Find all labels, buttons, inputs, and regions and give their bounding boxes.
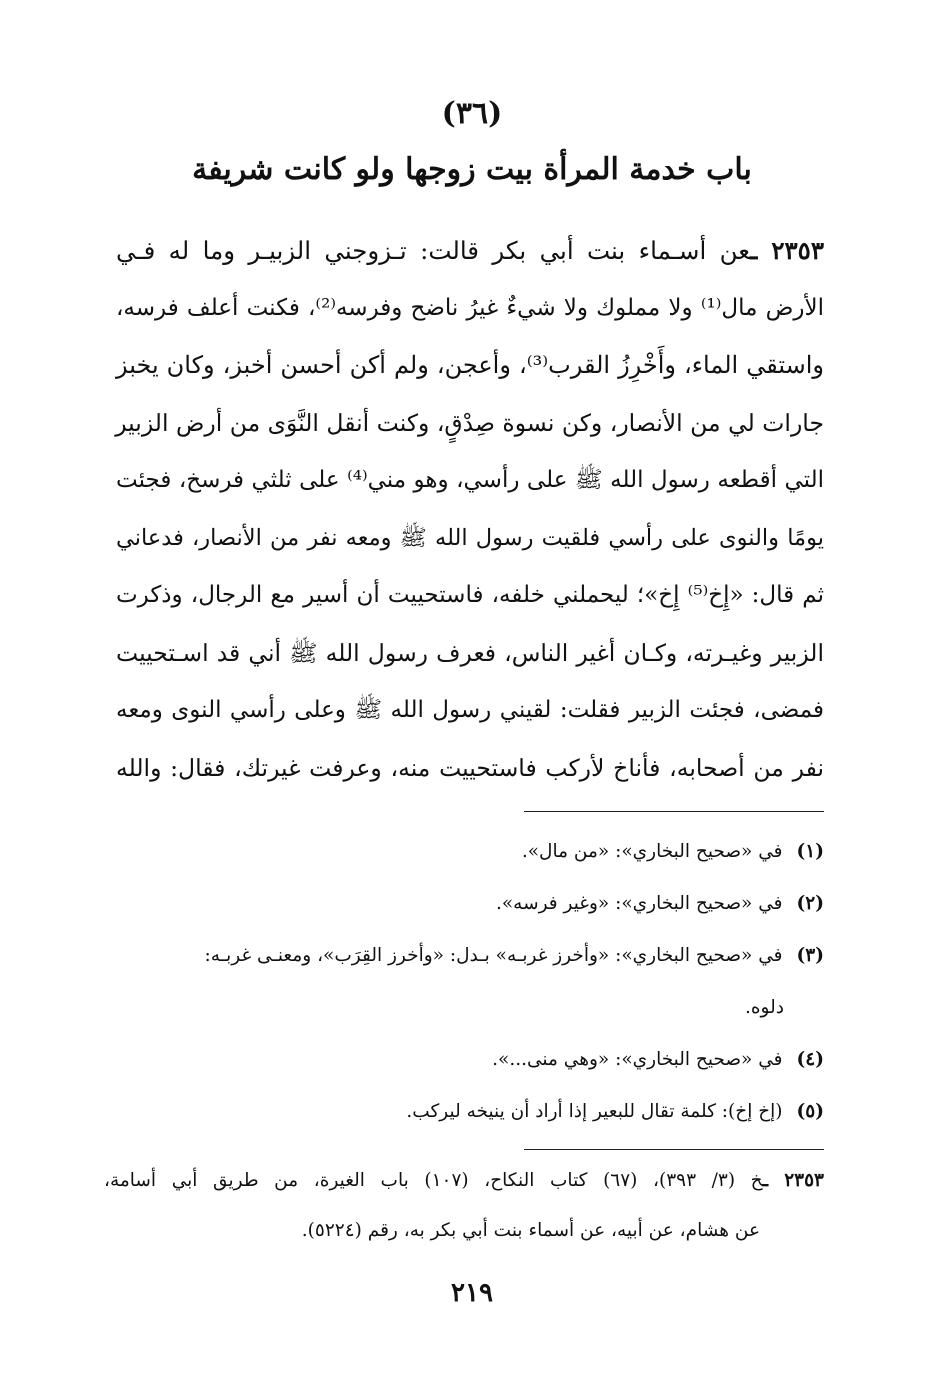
hadith-line-text: عن أسـماء بنت أبي بكر قالت: تـزوجني الزبيـر وما له فـي: [116, 236, 751, 265]
hadith-line: واستقي الماء، وأَخْرِزُ القرب⁽³⁾، وأعجن، ولم أكن أحسن أخبز، وكان يخبز: [116, 351, 824, 379]
footnote-continuation: دلوه.: [744, 997, 784, 1018]
hadith-text: [116, 222, 824, 797]
footnotes: [90, 826, 824, 1138]
footnote-text: في «صحيح البخاري»: «من مال».: [521, 841, 783, 862]
hadith-number: ٢٣٥٣ ـ: [750, 236, 824, 265]
source-divider: [524, 1149, 824, 1150]
hadith-line: نفر من أصحابه، فأناخ لأركب فاستحييت منه، وعرفت غيرتك، فقال: والله: [116, 753, 824, 782]
footnote-text: في «صحيح البخاري»: «وهي منى...».: [492, 1049, 783, 1070]
source-line: [104, 1156, 824, 1206]
hadith-line: ثم قال: «إِخ⁽⁵⁾ إِخ»؛ ليحملني خلفه، فاستحييت أن أسير مع الرجال، وذكرت: [116, 582, 824, 608]
chapter-title: باب خدمة المرأة بيت زوجها ولو كانت شريفة: [192, 152, 752, 187]
footnote-item: [90, 1086, 824, 1138]
source-line: عن هشام، عن أبيه، عن أسماء بنت أبي بكر به، رقم (٥٢٢٤).: [301, 1220, 760, 1241]
source-reference: [104, 1156, 824, 1256]
footnote-text: في «صحيح البخاري»: «وأخرز غربـه» بـدل: «وأخرز القِرَب»، ومعنـى غربـه:: [204, 945, 783, 966]
footnote-item: [90, 878, 824, 930]
hadith-line: [116, 222, 824, 280]
footnote-divider: [524, 811, 824, 812]
footnote-item: [90, 1034, 824, 1086]
chapter-number: (٣٦): [441, 96, 503, 131]
source-text: خ (٣/ ٣٩٣)، (٦٧) كتاب النكاح، (١٠٧) باب الغيرة، من طريق أبي أسامة،: [104, 1170, 763, 1191]
footnote-number: (٤): [796, 1049, 824, 1070]
footnote-item: [90, 826, 824, 878]
footnote-number: (١): [796, 841, 824, 862]
hadith-line: الزبير وغيـرته، وكـان أغير الناس، فعرف رسول الله ﷺ أني قد اسـتحييت: [116, 638, 824, 667]
footnote-number: (٢): [796, 893, 824, 914]
hadith-line: الأرض مال⁽¹⁾ ولا مملوك ولا شيءٌ غيرُ ناضح وفرسه⁽²⁾، فكنت أعلف فرسه،: [116, 294, 824, 321]
footnote-number: (٥): [796, 1101, 824, 1122]
footnote-number: (٣): [796, 945, 824, 966]
source-number: ٢٣٥٣ ـ: [762, 1170, 824, 1191]
hadith-line: التي أقطعه رسول الله ﷺ على رأسي، وهو مني⁽⁴⁾ على ثلثي فرسخ، فجئت: [116, 467, 825, 493]
hadith-line: جارات لي من الأنصار، وكن نسوة صِدْقٍ، وكنت أنقل النَّوَى من أرض الزبير: [115, 408, 824, 437]
hadith-line: فمضى، فجئت الزبير فقلت: لقيني رسول الله ﷺ وعلى رأسي النوى ومعه: [116, 697, 824, 723]
hadith-line: يومًا والنوى على رأسي فلقيت رسول الله ﷺ ومعه نفر من الأنصار، فدعاني: [116, 524, 824, 551]
page-number: ٢١٩: [451, 1278, 493, 1308]
footnote-text: في «صحيح البخاري»: «وغير فرسه».: [495, 893, 783, 914]
footnote-text: (إخ إخ): كلمة تقال للبعير إذا أراد أن ينيخه ليركب.: [406, 1101, 783, 1122]
footnote-item: [90, 930, 824, 982]
